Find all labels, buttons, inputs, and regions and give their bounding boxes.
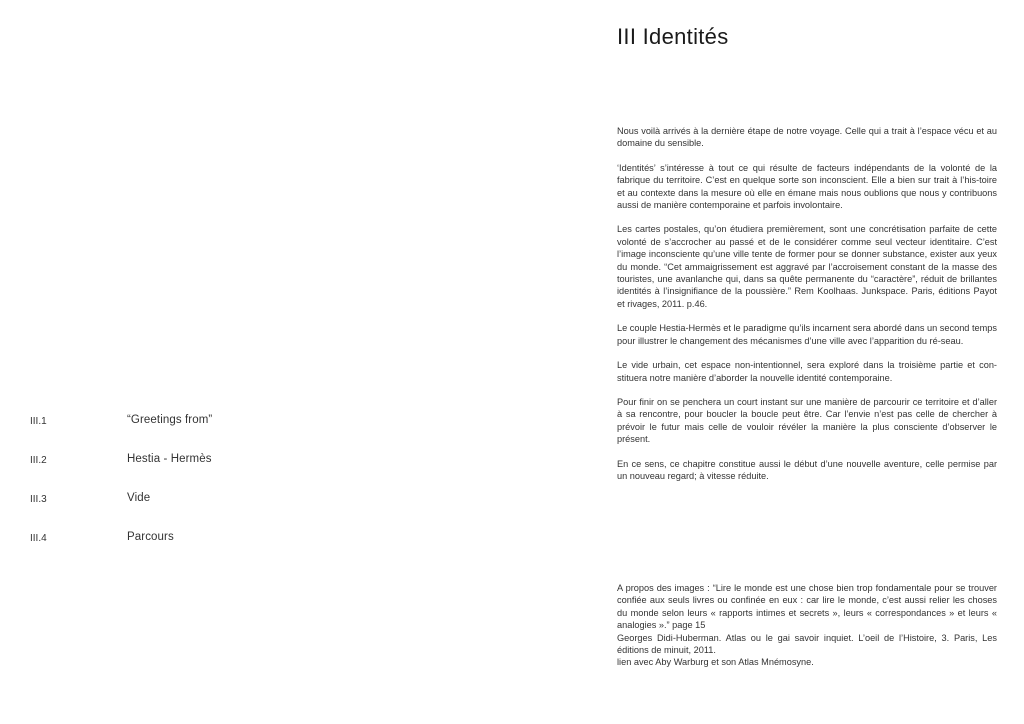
toc-item[interactable]: [30, 492, 470, 531]
toc-item-number: III.2: [30, 455, 47, 466]
body-paragraph: Les cartes postales, qu’on étudiera premièrement, sont une concrétisation parfaite de cette volonté de s’accrocher au passé et de le considérer comme seul vecteur identitaire. C’est l’image inconsciente qu’une ville tente de former pour se donner substance, exister aux yeux du monde. “Cet ammaigrissement est aggravé par l’accroisement constant de la masse des touristes, une avanlanche qui, dans sa quête permanente du “caractère”, réduit de brillantes identités à l’insignifiance de la poussière.” Rem Koolhaas. Junkspace. Paris, éditions Payot et rivages, 2011. p.46.: [617, 224, 997, 309]
toc-item[interactable]: [30, 531, 470, 570]
table-of-contents: [30, 414, 470, 570]
footnote-line: Georges Didi-Huberman. Atlas ou le gai savoir inquiet. L’oeil de l’Histoire, 3. Paris, Les éditions de minuit, 2011.: [617, 632, 997, 656]
chapter-title: III Identités: [617, 24, 729, 49]
toc-item[interactable]: [30, 453, 470, 492]
footnote-line: lien avec Aby Warburg et son Atlas Mnémosyne.: [617, 657, 814, 668]
right-page: [512, 0, 1024, 724]
body-paragraph: Nous voilà arrivés à la dernière étape de notre voyage. Celle qui a trait à l’espace vécu et au domaine du sensible.: [617, 126, 997, 149]
toc-item-number: III.3: [30, 494, 47, 505]
toc-item[interactable]: [30, 414, 470, 453]
toc-item-number: III.4: [30, 533, 47, 544]
body-paragraph: En ce sens, ce chapitre constitue aussi le début d’une nouvelle aventure, celle permise par un nouveau regard; à vitesse réduite.: [617, 458, 997, 481]
toc-item-title: “Greetings from”: [127, 414, 213, 426]
toc-item-title: Hestia - Hermès: [127, 453, 212, 465]
body-paragraph: Le couple Hestia-Hermès et le paradigme qu’ils incarnent sera abordé dans un second temps pour illustrer le changement des mécanismes d’une ville avec l’apparition du ré-seau.: [617, 323, 997, 346]
chapter-body: [617, 125, 997, 494]
toc-item-title: Parcours: [127, 531, 174, 543]
toc-item-title: Vide: [127, 492, 151, 504]
body-paragraph: Le vide urbain, cet espace non-intentionnel, sera exploré dans la troisième partie et con-stituera notre manière d’aborder la nouvelle identité contemporaine.: [617, 360, 997, 383]
toc-item-number: III.1: [30, 416, 47, 427]
body-paragraph: ‘Identités’ s’intéresse à tout ce qui résulte de facteurs indépendants de la volonté de la fabrique du territoire. C’est en quelque sorte son inconscient. Elle a bien sur trait à l’his-toire et au contexte dans la mesure où elle en émane mais nous oublions que nous y contribuons aussi de manière contemporaine et parfois involontaire.: [617, 162, 997, 211]
image-note: [617, 582, 997, 669]
footnote-line: A propos des images : “Lire le monde est une chose bien trop fondamentale pour se trouver confiée aux seuls livres ou confinée en eux : car lire le monde, c’est aussi relier les choses du monde selon leurs « rapports intimes et secrets », leurs « correspondances » et leurs « analogies ».” page 15: [617, 583, 997, 631]
body-paragraph: Pour finir on se penchera un court instant sur une manière de parcourir ce territoire et d’aller à sa rencontre, pour boucler la boucle peut être. Car l’envie n’est pas celle de chercher à prévoir le futur mais celle de vouloir révéler la manière la plus consciente d’observer le présent.: [617, 396, 997, 445]
